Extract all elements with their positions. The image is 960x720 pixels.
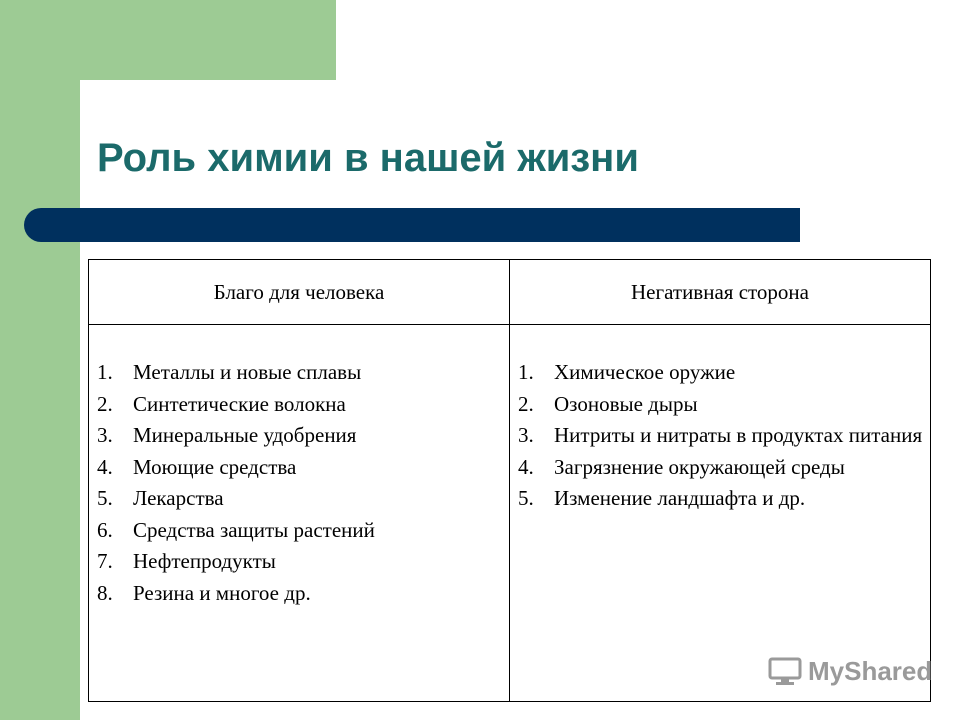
negative-item <box>510 357 930 389</box>
watermark-text: MyShared <box>808 656 933 686</box>
negative-item-number: 2. <box>518 391 534 416</box>
negative-item-number: 5. <box>518 486 534 510</box>
negative-cell <box>510 325 931 702</box>
header-negative: Негативная сторона <box>510 260 931 325</box>
benefit-cell <box>89 325 510 702</box>
benefit-item <box>89 420 509 452</box>
header-benefit: Благо для человека <box>89 260 510 325</box>
benefit-item-number: 3. <box>97 423 113 447</box>
negative-item <box>510 420 930 452</box>
decor-corner <box>80 80 140 140</box>
negative-item-text: Озоновые дыры <box>554 391 698 416</box>
benefit-item <box>89 546 509 578</box>
negative-item <box>510 389 930 421</box>
title-underline-bar <box>24 208 800 242</box>
benefit-item-text: Синтетические волокна <box>133 391 346 416</box>
slide-title: Роль химии в нашей жизни <box>97 136 639 180</box>
benefit-item <box>89 357 509 389</box>
negative-item <box>510 483 930 515</box>
benefit-list <box>89 357 509 609</box>
benefit-item-text: Металлы и новые сплавы <box>133 360 362 384</box>
benefit-item-text: Средства защиты растений <box>133 517 375 542</box>
negative-item-number: 3. <box>518 423 534 447</box>
benefit-item-number: 6. <box>97 517 113 542</box>
watermark <box>768 656 932 687</box>
negative-item-text: Загрязнение окружающей среды <box>554 454 845 479</box>
benefit-item-number: 7. <box>97 549 113 573</box>
benefit-item <box>89 483 509 515</box>
benefit-item-number: 8. <box>97 580 113 605</box>
negative-item-number: 4. <box>518 454 534 479</box>
benefit-item-number: 4. <box>97 454 113 479</box>
negative-item-text: Изменение ландшафта и др. <box>554 486 806 510</box>
decor-green-strip <box>0 0 80 720</box>
negative-item-text: Химическое оружие <box>554 360 736 384</box>
decor-green-block <box>80 0 336 80</box>
benefit-item-text: Резина и многое др. <box>133 580 311 605</box>
benefit-item <box>89 515 509 547</box>
benefit-item <box>89 389 509 421</box>
negative-item <box>510 452 930 484</box>
benefit-item <box>89 578 509 610</box>
benefit-item-text: Лекарства <box>133 486 224 510</box>
benefit-item-text: Минеральные удобрения <box>133 423 357 447</box>
benefit-item <box>89 452 509 484</box>
negative-item-text: Нитриты и нитраты в продуктах питания <box>554 423 923 447</box>
benefit-item-text: Нефтепродукты <box>133 549 276 573</box>
benefit-item-number: 5. <box>97 486 113 510</box>
comparison-table <box>88 259 931 702</box>
benefit-item-number: 1. <box>97 360 113 384</box>
benefit-item-text: Моющие средства <box>133 454 297 479</box>
monitor-icon <box>768 657 802 687</box>
negative-item-number: 1. <box>518 360 534 384</box>
negative-list <box>510 357 930 515</box>
benefit-item-number: 2. <box>97 391 113 416</box>
